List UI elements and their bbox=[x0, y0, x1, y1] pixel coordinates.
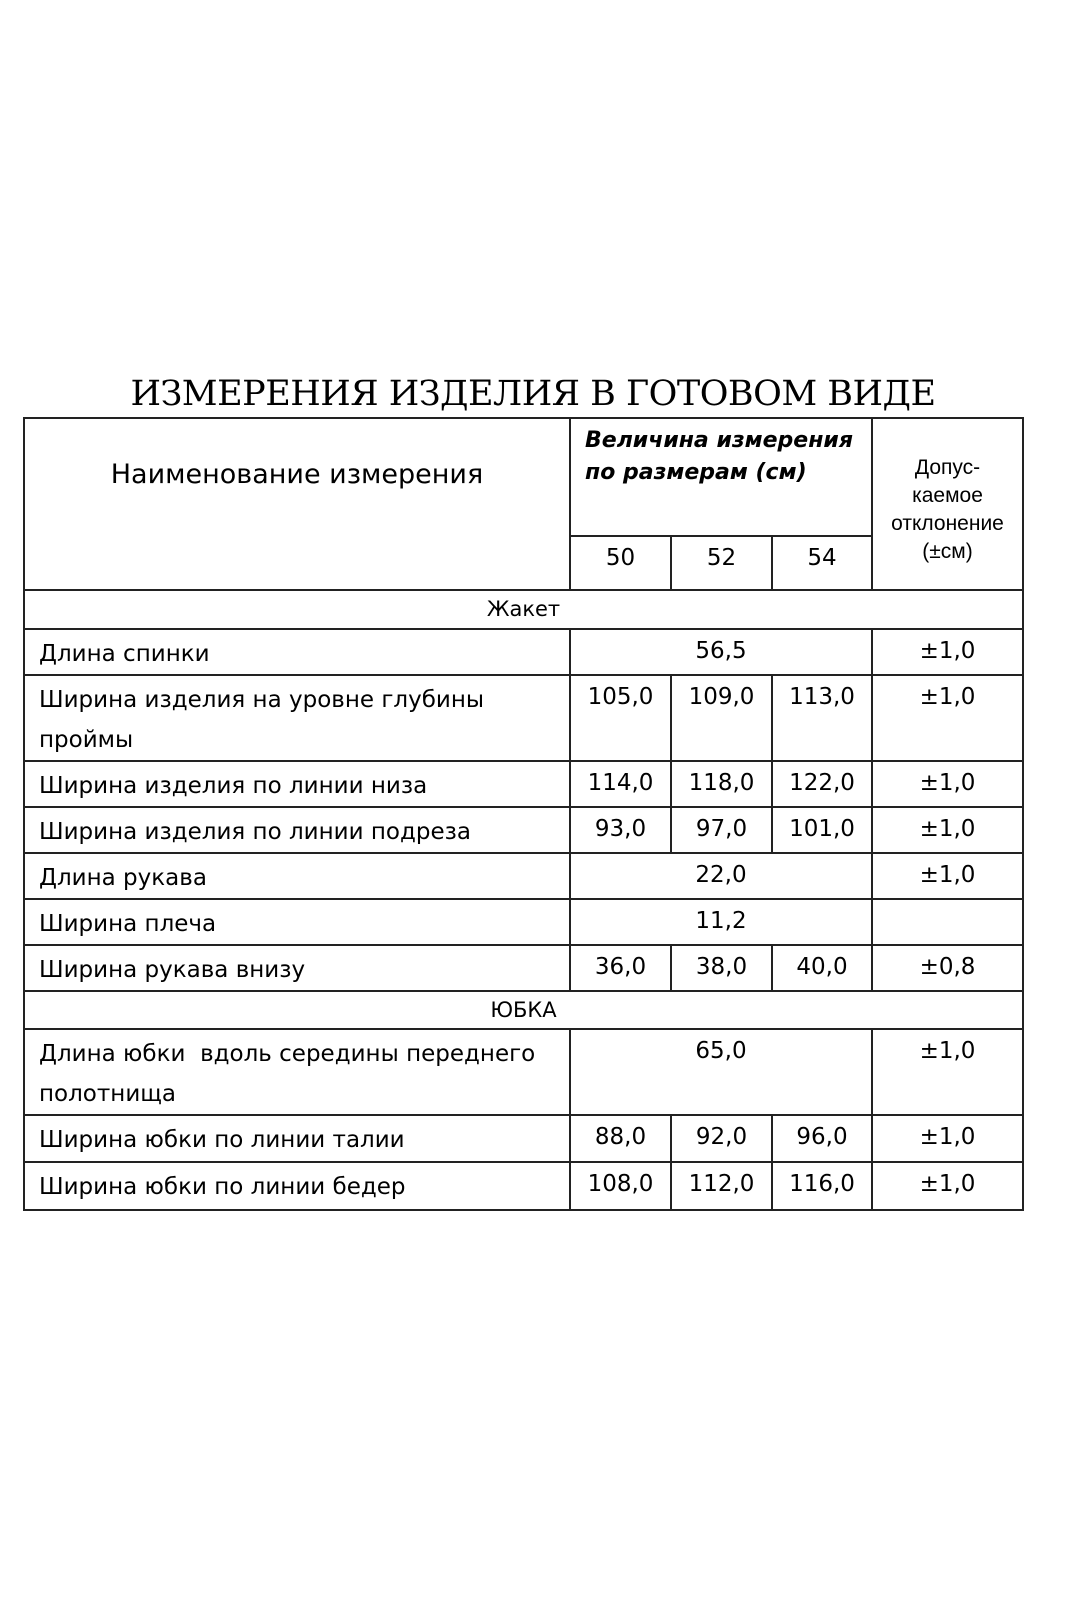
row-value-50: 105,0 bbox=[570, 675, 671, 761]
row-value-52: 109,0 bbox=[671, 675, 772, 761]
row-common-value: 56,5 bbox=[570, 629, 872, 675]
header-tolerance bbox=[872, 418, 1023, 590]
row-value-52: 38,0 bbox=[671, 945, 772, 991]
row-name: Длина рукава bbox=[24, 853, 570, 899]
row-tolerance: ±1,0 bbox=[872, 1115, 1023, 1162]
header-tolerance-line2: каемое bbox=[912, 484, 983, 507]
row-value-54: 122,0 bbox=[772, 761, 872, 807]
row-value-54: 96,0 bbox=[772, 1115, 872, 1162]
table-row bbox=[24, 945, 1023, 991]
row-tolerance: ±1,0 bbox=[872, 1162, 1023, 1210]
header-size-50: 50 bbox=[570, 536, 671, 590]
section-skirt: ЮБКА bbox=[24, 991, 1023, 1029]
row-value-52: 97,0 bbox=[671, 807, 772, 853]
row-value-50: 108,0 bbox=[570, 1162, 671, 1210]
table-row bbox=[24, 1115, 1023, 1162]
header-tolerance-line1: Допус- bbox=[914, 456, 981, 479]
row-name: Длина спинки bbox=[24, 629, 570, 675]
row-common-value: 11,2 bbox=[570, 899, 872, 945]
row-tolerance: ±1,0 bbox=[872, 807, 1023, 853]
page-title: ИЗМЕРЕНИЯ ИЗДЕЛИЯ В ГОТОВОМ ВИДЕ bbox=[130, 374, 936, 414]
header-measurement-name bbox=[24, 418, 570, 590]
row-common-value: 22,0 bbox=[570, 853, 872, 899]
row-name: Ширина рукава внизу bbox=[24, 945, 570, 991]
row-value-52: 118,0 bbox=[671, 761, 772, 807]
row-name: Ширина изделия по линии низа bbox=[24, 761, 570, 807]
table-row bbox=[24, 853, 1023, 899]
table-row bbox=[24, 807, 1023, 853]
row-value-50: 114,0 bbox=[570, 761, 671, 807]
header-measurement-name-label: Наименование измерения bbox=[110, 458, 484, 490]
table-row bbox=[24, 629, 1023, 675]
row-tolerance: ±0,8 bbox=[872, 945, 1023, 991]
row-tolerance: ±1,0 bbox=[872, 629, 1023, 675]
row-value-54: 116,0 bbox=[772, 1162, 872, 1210]
header-size-group-line2: по размерам (см) bbox=[585, 460, 807, 485]
row-value-52: 112,0 bbox=[671, 1162, 772, 1210]
header-size-group bbox=[570, 418, 872, 536]
row-value-50: 93,0 bbox=[570, 807, 671, 853]
table-row bbox=[24, 675, 1023, 761]
row-name: Ширина изделия на уровне глубины проймы bbox=[24, 675, 570, 761]
row-name: Ширина юбки по линии бедер bbox=[24, 1162, 570, 1210]
row-tolerance: ±1,0 bbox=[872, 761, 1023, 807]
row-value-54: 101,0 bbox=[772, 807, 872, 853]
header-size-group-line1: Величина измерения bbox=[585, 428, 853, 453]
row-name: Ширина юбки по линии талии bbox=[24, 1115, 570, 1162]
header-tolerance-line4: (±см) bbox=[922, 540, 973, 563]
measurements-table bbox=[23, 417, 1024, 1211]
row-tolerance: ±1,0 bbox=[872, 1029, 1023, 1115]
table-row bbox=[24, 899, 1023, 945]
section-jacket: Жакет bbox=[24, 590, 1023, 629]
row-common-value: 65,0 bbox=[570, 1029, 872, 1115]
row-name: Ширина плеча bbox=[24, 899, 570, 945]
row-value-54: 40,0 bbox=[772, 945, 872, 991]
row-name: Ширина изделия по линии подреза bbox=[24, 807, 570, 853]
row-value-50: 36,0 bbox=[570, 945, 671, 991]
row-value-54: 113,0 bbox=[772, 675, 872, 761]
row-tolerance bbox=[872, 899, 1023, 945]
row-tolerance: ±1,0 bbox=[872, 853, 1023, 899]
row-value-52: 92,0 bbox=[671, 1115, 772, 1162]
table-row bbox=[24, 761, 1023, 807]
header-size-54: 54 bbox=[772, 536, 872, 590]
table-row bbox=[24, 1162, 1023, 1210]
header-tolerance-line3: отклонение bbox=[891, 512, 1004, 535]
row-value-50: 88,0 bbox=[570, 1115, 671, 1162]
row-name: Длина юбки вдоль середины переднего полотнища bbox=[24, 1029, 570, 1115]
table-row bbox=[24, 1029, 1023, 1115]
header-size-52: 52 bbox=[671, 536, 772, 590]
row-tolerance: ±1,0 bbox=[872, 675, 1023, 761]
